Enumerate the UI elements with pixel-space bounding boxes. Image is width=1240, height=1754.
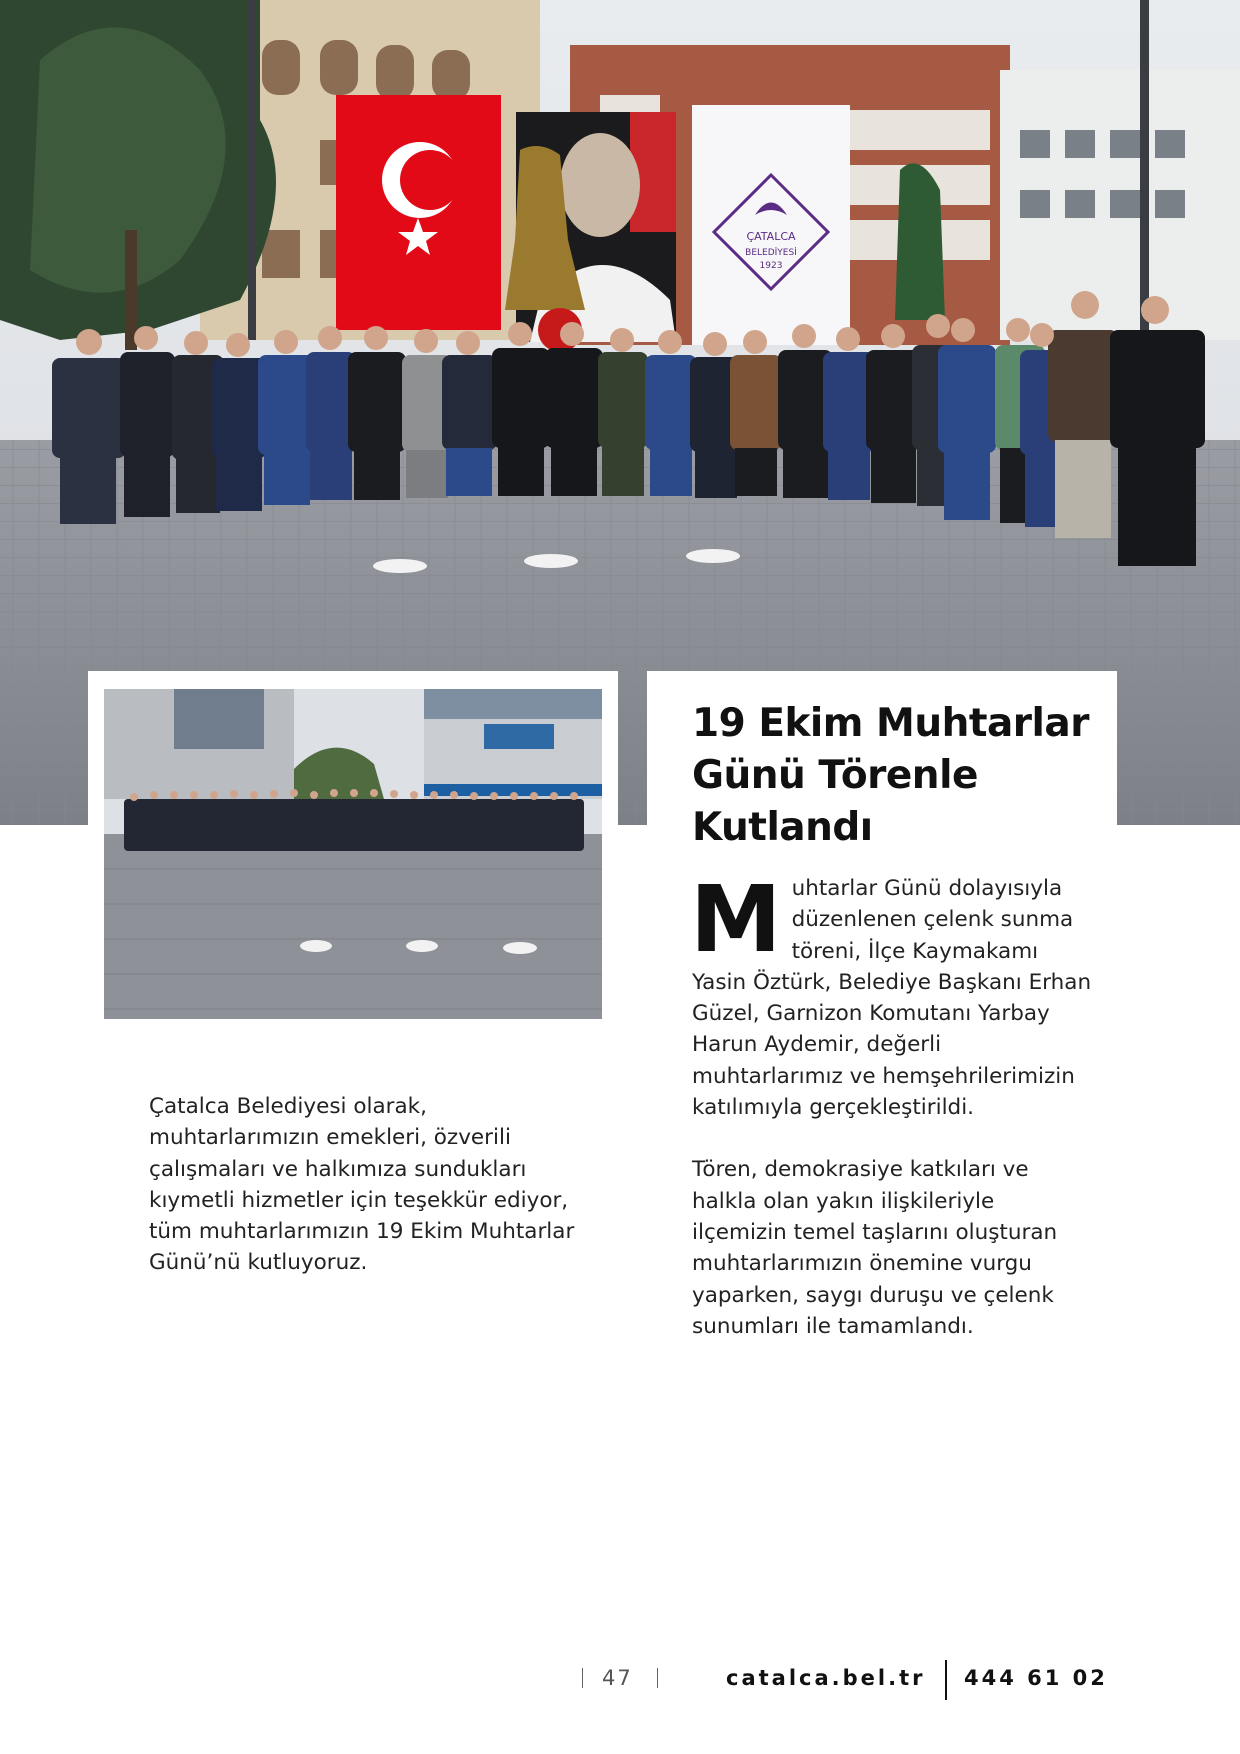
page-number-bar-right (657, 1668, 658, 1688)
phone-number[interactable]: 444 61 02 (964, 1666, 1108, 1690)
page-number-bar-left (582, 1668, 583, 1688)
footer-divider (945, 1660, 947, 1700)
logo-text-line3: 1923 (759, 261, 783, 271)
inset-photo (104, 689, 602, 1019)
article-paragraph-1 (690, 866, 1092, 1123)
article-body (690, 866, 1092, 1373)
closing-statement: Çatalca Belediyesi olarak, muhtarlarımızın emekleri, özverili çalışmaları ve halkımıza sundukları kıymetli hizmetler için teşekkür ediyor, tüm muhtarlarımızın 19 Ekim Muhtarlar Günü’nü kutluyoruz. (149, 1094, 575, 1276)
inset-photo-card (88, 671, 618, 1025)
article-title: 19 Ekim Muhtarlar Günü Törenle Kutlandı (692, 701, 1089, 850)
page-footer (0, 1660, 1240, 1704)
logo-text-line1: ÇATALCA (746, 230, 796, 243)
article-paragraph-2: Tören, demokrasiye katkıları ve halkla olan yakın ilişkileriyle ilçemizin temel taşlarını oluşturan muhtarlarımızın önemine vurgu yaparken, saygı duruşu ve çelenk sunumları ile tamamlandı. (692, 1157, 1058, 1339)
paragraph-1-text: uhtarlar Günü dolayısıyla düzenlenen çelenk sunma töreni, İlçe Kaymakamı Yasin Öztürk, Belediye Başkanı Erhan Güzel, Garnizon Komutanı Yarbay Harun Aydemir, değerli muhtarlarımız ve hemşehrilerimizin katılımıyla gerçekleştirildi. (692, 876, 1092, 1121)
website-link[interactable]: catalca.bel.tr (726, 1666, 926, 1690)
page-number: 47 (602, 1666, 633, 1690)
drop-cap: M (690, 866, 782, 973)
logo-text-line2: BELEDİYESİ (745, 248, 797, 258)
square-group-photo-illustration (104, 689, 602, 1019)
